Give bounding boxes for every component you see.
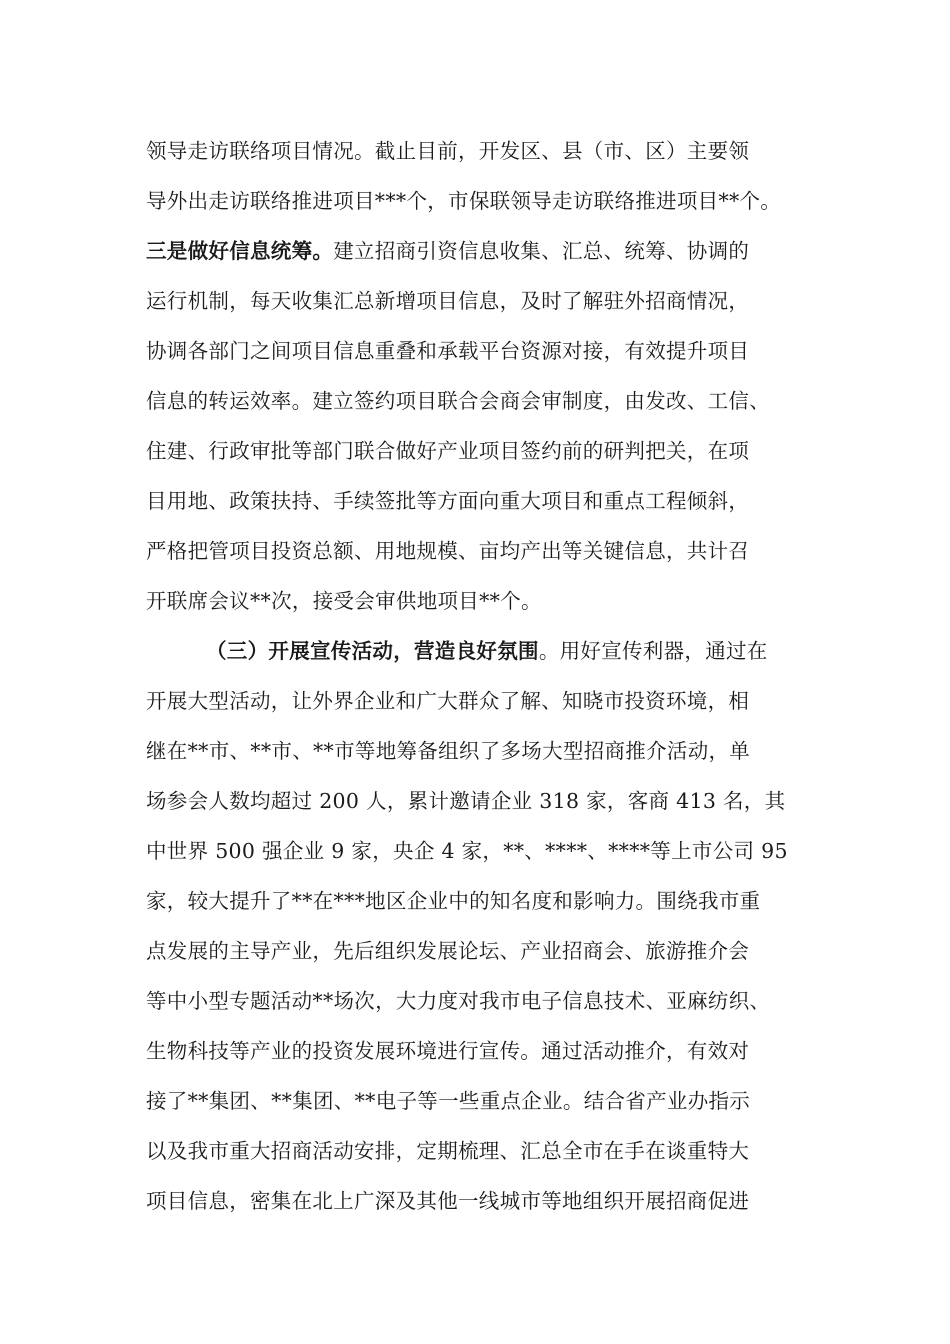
text-run: 住建、行政审批等部门联合做好产业项目签约前的研判把关，在项 — [146, 439, 750, 463]
text-line — [146, 988, 770, 1014]
text-run: 严格把管项目投资总额、用地规模、亩均产出等关键信息，共计召 — [146, 539, 750, 563]
text-run: 中世界 500 强企业 9 家，央企 4 家，**、****、****等上市公司 95 — [146, 839, 788, 863]
bold-heading-run: （三）开展宣传活动，营造良好氛围 — [206, 639, 539, 663]
text-line — [146, 188, 781, 214]
text-run: 等中小型专题活动**场次，大力度对我市电子信息技术、亚麻纺织、 — [146, 989, 771, 1013]
text-run: 继在**市、**市、**市等地筹备组织了多场大型招商推介活动，单 — [146, 739, 751, 763]
text-run: 家，较大提升了**在***地区企业中的知名度和影响力。围绕我市重 — [146, 889, 761, 913]
text-line — [146, 938, 749, 964]
text-run: 场参会人数均超过 200 人，累计邀请企业 318 家，客商 413 名，其 — [146, 789, 786, 813]
text-run: 开展大型活动，让外界企业和广大群众了解、知晓市投资环境，相 — [146, 689, 750, 713]
text-line — [146, 688, 749, 714]
text-run: 以及我市重大招商活动安排，定期梳理、汇总全市在手在谈重特大 — [146, 1139, 750, 1163]
text-line — [146, 1088, 750, 1114]
text-run: 项目信息，密集在北上广深及其他一线城市等地组织开展招商促进 — [146, 1189, 750, 1213]
text-line — [146, 738, 750, 764]
text-run: 协调各部门之间项目信息重叠和承载平台资源对接，有效提升项目 — [146, 339, 750, 363]
text-run: 导外出走访联络推进项目***个，市保联领导走访联络推进项目**个。 — [146, 189, 782, 213]
text-line — [146, 1038, 749, 1064]
text-line — [146, 438, 749, 464]
text-run: 建立招商引资信息收集、汇总、统筹、协调的 — [333, 239, 750, 263]
text-line — [206, 638, 768, 664]
text-run: 生物科技等产业的投资发展环境进行宣传。通过活动推介，有效对 — [146, 1039, 750, 1063]
text-line — [146, 788, 785, 814]
text-line — [146, 1138, 749, 1164]
text-run: 领导走访联络项目情况。截止目前，开发区、县（市、区）主要领 — [146, 139, 750, 163]
text-line — [146, 388, 770, 414]
text-line — [146, 838, 788, 864]
text-line — [146, 588, 542, 614]
text-line — [146, 338, 749, 364]
text-run: 运行机制，每天收集汇总新增项目信息，及时了解驻外招商情况， — [146, 289, 750, 313]
text-run: 目用地、政策扶持、手续签批等方面向重大项目和重点工程倾斜， — [146, 489, 750, 513]
text-run: 开联席会议**次，接受会审供地项目**个。 — [146, 589, 542, 613]
text-line — [146, 138, 749, 164]
text-line — [146, 488, 749, 514]
text-run: 点发展的主导产业，先后组织发展论坛、产业招商会、旅游推介会 — [146, 939, 750, 963]
text-line — [146, 538, 749, 564]
text-line — [146, 888, 760, 914]
text-run: 。用好宣传利器，通过在 — [538, 639, 768, 663]
text-run: 信息的转运效率。建立签约项目联合会商会审制度，由发改、工信、 — [146, 389, 770, 413]
text-line — [146, 238, 749, 264]
bold-heading-run: 三是做好信息统筹。 — [146, 239, 334, 263]
text-line — [146, 288, 749, 314]
text-line — [146, 1188, 749, 1214]
text-run: 接了**集团、**集团、**电子等一些重点企业。结合省产业办指示 — [146, 1089, 751, 1113]
